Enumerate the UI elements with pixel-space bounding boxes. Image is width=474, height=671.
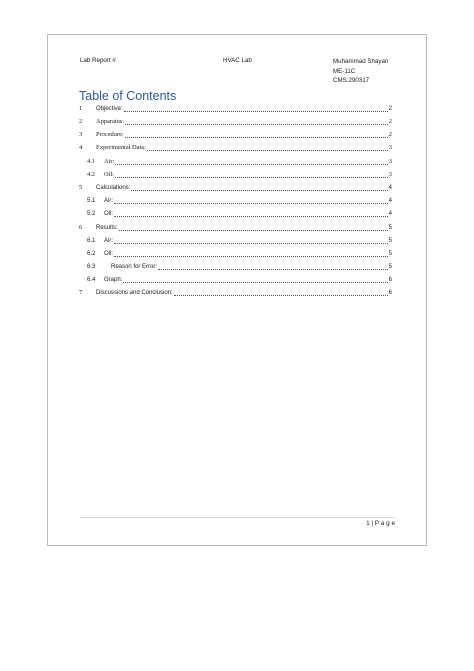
toc-entry[interactable] xyxy=(79,143,392,152)
toc-leader-dots xyxy=(124,106,388,112)
toc-entry-number: 6.2 xyxy=(87,251,96,257)
toc-entry-page: 4 xyxy=(388,211,392,217)
toc-leader-dots xyxy=(115,159,388,165)
toc-entry-page: 5 xyxy=(388,264,392,270)
toc-entry-label: Experimental Data: xyxy=(96,144,146,151)
header-author-cms: CMS:290317 xyxy=(333,77,370,84)
toc-leader-dots xyxy=(174,290,388,296)
toc-entry-number: 6 xyxy=(79,224,83,231)
toc-entry-number: 6.3 xyxy=(87,264,96,270)
toc-leader-dots xyxy=(131,185,387,191)
toc-entry-page: 5 xyxy=(388,238,392,244)
toc-entry-number: 7 xyxy=(79,289,83,296)
toc-leader-dots xyxy=(119,225,388,231)
toc-leader-dots xyxy=(114,198,388,204)
toc-entry-label: Discussions and Conclusion: xyxy=(96,290,173,296)
toc-entry-label: Air: xyxy=(104,198,113,204)
toc-leader-dots xyxy=(114,211,388,217)
toc-entry-page: 6 xyxy=(388,277,392,283)
toc-entry-number: 2 xyxy=(79,118,83,125)
toc-entry-page: 5 xyxy=(388,225,392,231)
toc-entry-label: Calculations: xyxy=(96,185,131,191)
toc-entry-page: 3 xyxy=(388,171,392,178)
header-report-label: Lab Report # xyxy=(80,57,116,64)
toc-entry[interactable] xyxy=(87,236,392,245)
toc-leader-dots xyxy=(125,132,388,138)
toc-leader-dots xyxy=(115,172,388,178)
toc-entry[interactable] xyxy=(87,262,392,271)
toc-leader-dots xyxy=(123,277,387,283)
toc-entry-label: Reason for Error: xyxy=(111,264,158,270)
toc-entry[interactable] xyxy=(79,183,392,192)
toc-entry[interactable] xyxy=(87,170,392,179)
toc-entry-number: 6.1 xyxy=(87,238,96,244)
footer-divider xyxy=(80,517,395,518)
toc-entry-label: Air: xyxy=(104,238,113,244)
toc-entry-page: 3 xyxy=(388,144,392,151)
toc-entry[interactable] xyxy=(87,275,392,284)
toc-entry-label: Air: xyxy=(104,158,115,165)
toc-entry-label: Graph: xyxy=(104,277,123,283)
toc-entry-label: Procedure: xyxy=(96,131,124,138)
header-author-class: ME-11C xyxy=(333,67,356,75)
toc-entry-page: 2 xyxy=(388,131,392,138)
toc-entry-number: 4.2 xyxy=(87,171,95,178)
toc-entry-number: 5.1 xyxy=(87,198,96,204)
toc-entry-number: 1 xyxy=(79,105,83,112)
toc-entry-number: 5 xyxy=(79,184,83,191)
footer-page-number: 1 | P a g e xyxy=(366,520,395,527)
toc-entry[interactable] xyxy=(87,249,392,258)
toc-title: Table of Contents xyxy=(79,89,177,103)
toc-leader-dots xyxy=(114,251,388,257)
toc-entry-page: 6 xyxy=(388,290,392,296)
toc-entry[interactable] xyxy=(79,117,392,126)
toc-entry[interactable] xyxy=(79,288,392,297)
toc-leader-dots xyxy=(125,119,388,125)
toc-leader-dots xyxy=(147,145,388,151)
toc-entry[interactable] xyxy=(87,196,392,205)
toc-entry[interactable] xyxy=(87,157,392,166)
toc-leader-dots xyxy=(158,264,388,270)
toc-entry-number: 6.4 xyxy=(87,277,96,283)
toc-entry-number: 5.2 xyxy=(87,211,96,217)
toc-entry-page: 4 xyxy=(388,198,392,204)
toc-entry-label: Objective: xyxy=(96,106,123,112)
toc-entry-number: 3 xyxy=(79,131,83,138)
toc-entry-page: 4 xyxy=(388,185,392,191)
header-author-block xyxy=(333,57,388,86)
toc-entry[interactable] xyxy=(79,130,392,139)
header-author-name: Muhammad Shayan xyxy=(333,58,389,65)
toc-entry-label: Oil: xyxy=(104,171,114,178)
toc-entry-label: Results: xyxy=(96,225,118,231)
toc-entry-page: 3 xyxy=(388,158,392,165)
toc-entry-number: 4 xyxy=(79,144,83,151)
header-lab-title: HVAC Lab xyxy=(223,57,252,64)
toc-leader-dots xyxy=(114,238,388,244)
toc-entry[interactable] xyxy=(79,223,392,232)
toc-entry-label: Oil: xyxy=(104,211,113,217)
toc-entry-page: 2 xyxy=(388,106,392,112)
toc-entry-number: 4.1 xyxy=(87,158,95,165)
toc-entry[interactable] xyxy=(79,104,392,113)
toc-entry[interactable] xyxy=(87,209,392,218)
toc-entry-label: Oil: xyxy=(104,251,113,257)
toc-entry-page: 2 xyxy=(388,118,392,125)
toc-entry-label: Apparatus: xyxy=(96,118,125,125)
toc-entry-page: 5 xyxy=(388,251,392,257)
